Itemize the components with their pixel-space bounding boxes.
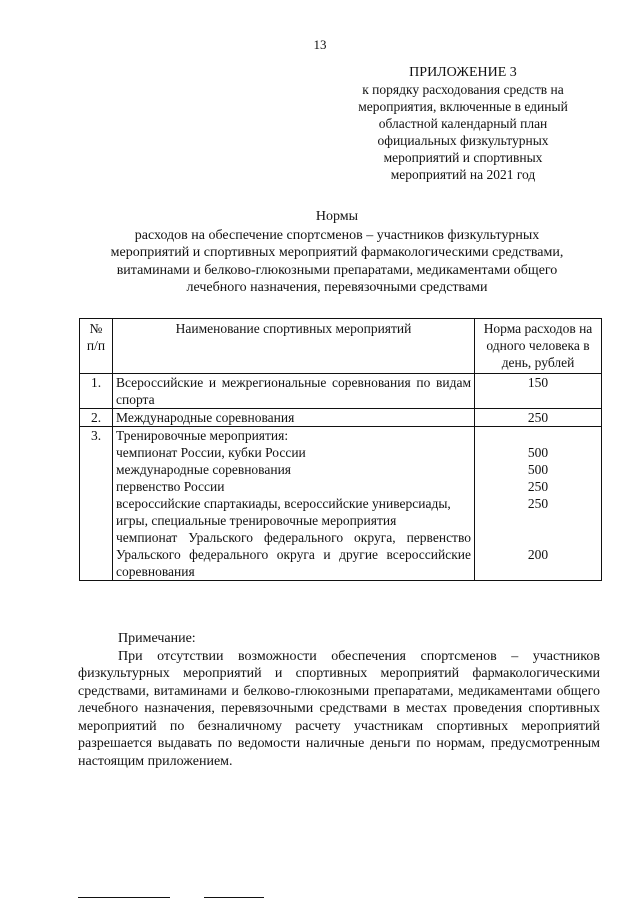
appendix-line: областной календарный план xyxy=(378,116,548,131)
document-subtitle-line: мероприятий и спортивных мероприятий фармакологическими средствами, xyxy=(110,245,564,260)
table-row xyxy=(80,374,602,409)
row-number: 1. xyxy=(80,374,113,409)
appendix-heading: ПРИЛОЖЕНИЕ 3 xyxy=(409,65,517,80)
row-number: 2. xyxy=(80,409,113,427)
appendix-line: мероприятий на 2021 год xyxy=(390,167,536,182)
note-block xyxy=(78,630,600,770)
header-event-name: Наименование спортивных мероприятий xyxy=(113,319,475,374)
page-number: 13 xyxy=(313,37,327,52)
row-event-name: Всероссийские и межрегиональные соревнования по видам спорта xyxy=(113,374,475,409)
table-row xyxy=(80,427,602,581)
row-sub-item: всероссийские спартакиады, всероссийские универсиады, игры, специальные тренировочные мероприятия xyxy=(116,496,451,528)
footer-divider-left xyxy=(78,897,170,898)
row-norm-value: 250 xyxy=(475,409,602,427)
row-norm-values xyxy=(475,427,602,581)
footer-divider-right xyxy=(204,897,264,898)
row-event-name-group xyxy=(113,427,475,581)
note-label: Примечание: xyxy=(118,631,196,646)
table-header-row xyxy=(80,319,602,374)
norms-table xyxy=(79,318,602,581)
row-sub-value: 200 xyxy=(527,547,549,562)
table-row xyxy=(80,409,602,427)
row-group-spacer xyxy=(478,427,598,444)
row-sub-value: 500 xyxy=(527,445,549,460)
row-group-spacer xyxy=(478,529,598,546)
document-subtitle-line: лечебного назначения, перевязочными средствами xyxy=(186,280,488,295)
row-sub-value: 500 xyxy=(527,462,549,477)
row-sub-item: международные соревнования xyxy=(116,462,292,477)
row-group-spacer xyxy=(478,512,598,529)
document-title: Нормы xyxy=(315,209,359,224)
document-subtitle-line: расходов на обеспечение спортсменов – участников физкультурных xyxy=(134,227,540,243)
note-text: При отсутствии возможности обеспечения спортсменов – участников физкультурных мероприятий и спортивных мероприятий фармакологическими средствами, витаминами и белково-глюкозными препаратами, медикаментами общего лечебного назначения, перевязочными средствами в местах проведения спортивных мероприятий по безналичному расчету участникам спортивных мероприятий разрешается выдавать по ведомости наличные деньги по нормам, предусмотренным настоящим приложением. xyxy=(78,648,600,769)
document-title-block xyxy=(60,208,614,297)
row-sub-item: чемпионат России, кубки России xyxy=(116,445,306,460)
row-sub-value: 250 xyxy=(527,479,549,494)
document-subtitle-line: витаминами и белково-глюкозными препаратами, медикаментами общего xyxy=(116,262,558,278)
row-norm-value: 150 xyxy=(475,374,602,409)
appendix-line: официальных физкультурных xyxy=(377,133,549,148)
appendix-line: к порядку расходования средств на xyxy=(362,82,564,97)
row-group-title: Тренировочные мероприятия: xyxy=(116,428,289,443)
row-sub-value: 250 xyxy=(527,496,549,511)
appendix-line: мероприятия, включенные в единый xyxy=(358,99,568,114)
header-norm: Норма расходов на одного человека в день, рублей xyxy=(475,319,602,374)
row-sub-item: чемпионат Уральского федерального округа, первенство Уральского федерального округа и другие всероссийские соревнования xyxy=(116,530,471,579)
appendix-line: мероприятий и спортивных xyxy=(383,150,543,165)
header-number: № п/п xyxy=(80,319,113,374)
row-number: 3. xyxy=(80,427,113,581)
appendix-header xyxy=(332,64,594,183)
row-sub-item: первенство России xyxy=(116,479,225,494)
row-event-name: Международные соревнования xyxy=(113,409,475,427)
